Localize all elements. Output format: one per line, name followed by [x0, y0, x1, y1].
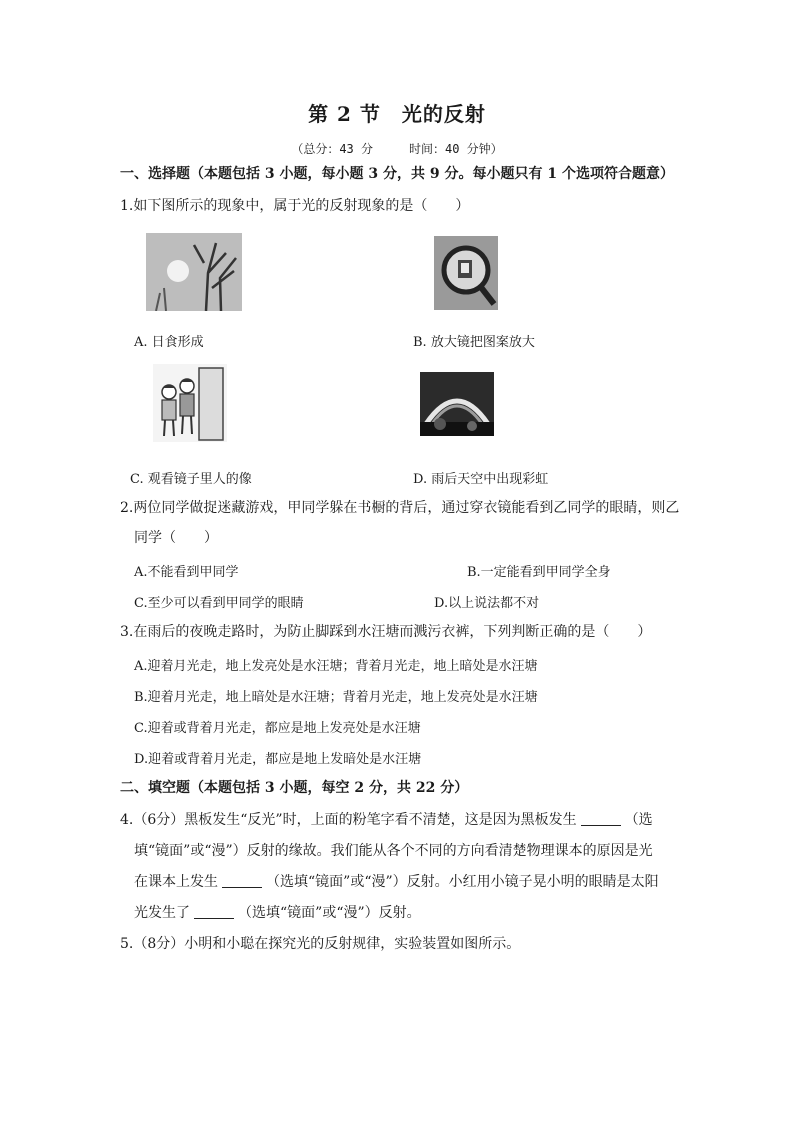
q1-option-d[interactable]: D. 雨后天空中出现彩虹 [413, 472, 549, 487]
question-4-line-1 [120, 810, 653, 830]
page-title: 第 2 节 光的反射 [308, 102, 486, 126]
question-3-stem: 3.在雨后的夜晚走路时，为防止脚踩到水汪塘而溅污衣裤，下列判断正确的是（ ） [120, 624, 652, 640]
q4-blank-2[interactable] [222, 873, 262, 888]
q3-option-b[interactable]: B.迎着月光走，地上暗处是水汪塘；背着月光走，地上发亮处是水汪塘 [134, 690, 538, 705]
q2-option-c[interactable]: C.至少可以看到甲同学的眼睛 [134, 596, 304, 611]
q2-option-d[interactable]: D.以上说法都不对 [434, 596, 540, 611]
section-2-heading: 二、填空题（本题包括 3 小题，每空 2 分，共 22 分） [120, 780, 469, 796]
q4-text-2: （选 [624, 812, 653, 828]
question-2-stem-line-1: 2.两位同学做捉迷藏游戏，甲同学躲在书橱的背后，通过穿衣镜能看到乙同学的眼睛，则乙 [120, 500, 680, 516]
image-mirror-people [153, 364, 227, 442]
question-4-line-4 [134, 903, 421, 923]
image-magnifying-glass [434, 236, 498, 310]
section-1-heading: 一、选择题（本题包括 3 小题，每小题 3 分，共 9 分。每小题只有 1 个选项符合题意） [120, 166, 674, 182]
q4-blank-3[interactable] [194, 904, 234, 919]
q1-option-b[interactable]: B. 放大镜把图案放大 [413, 335, 535, 350]
question-5-stem: 5.（8分）小明和小聪在探究光的反射规律，实验装置如图所示。 [120, 936, 521, 952]
q1-option-c[interactable]: C. 观看镜子里人的像 [130, 472, 252, 487]
image-solar-eclipse [146, 233, 242, 311]
question-1-stem: 1.如下图所示的现象中，属于光的反射现象的是（ ） [120, 198, 470, 214]
exam-meta: （总分：43 分 时间：40 分钟） [291, 142, 503, 156]
question-4-line-3 [134, 872, 659, 892]
q3-option-d[interactable]: D.迎着或背着月光走，都应是地上发暗处是水汪塘 [134, 752, 422, 767]
q4-text-1: 4.（6分）黑板发生“反光”时，上面的粉笔字看不清楚，这是因为黑板发生 [120, 812, 577, 828]
q2-option-b[interactable]: B.一定能看到甲同学全身 [467, 565, 611, 580]
q4-blank-1[interactable] [581, 811, 621, 826]
question-4-line-2: 填“镜面”或“漫”）反射的缘故。我们能从各个不同的方向看清楚物理课本的原因是光 [134, 843, 653, 859]
q4-text-5: 光发生了 [134, 905, 190, 921]
q4-text-6: （选填“镜面”或“漫”）反射。 [238, 905, 421, 921]
question-2-stem-line-2: 同学（ ） [134, 530, 218, 546]
q3-option-c[interactable]: C.迎着或背着月光走，都应是地上发亮处是水汪塘 [134, 721, 421, 736]
q4-text-4: （选填“镜面”或“漫”）反射。小红用小镜子晃小明的眼睛是太阳 [266, 874, 659, 890]
q1-option-a[interactable]: A. 日食形成 [134, 335, 204, 350]
image-rainbow [420, 372, 494, 436]
q2-option-a[interactable]: A.不能看到甲同学 [134, 565, 239, 580]
q3-option-a[interactable]: A.迎着月光走，地上发亮处是水汪塘；背着月光走，地上暗处是水汪塘 [134, 659, 538, 674]
q4-text-3: 在课本上发生 [134, 874, 218, 890]
